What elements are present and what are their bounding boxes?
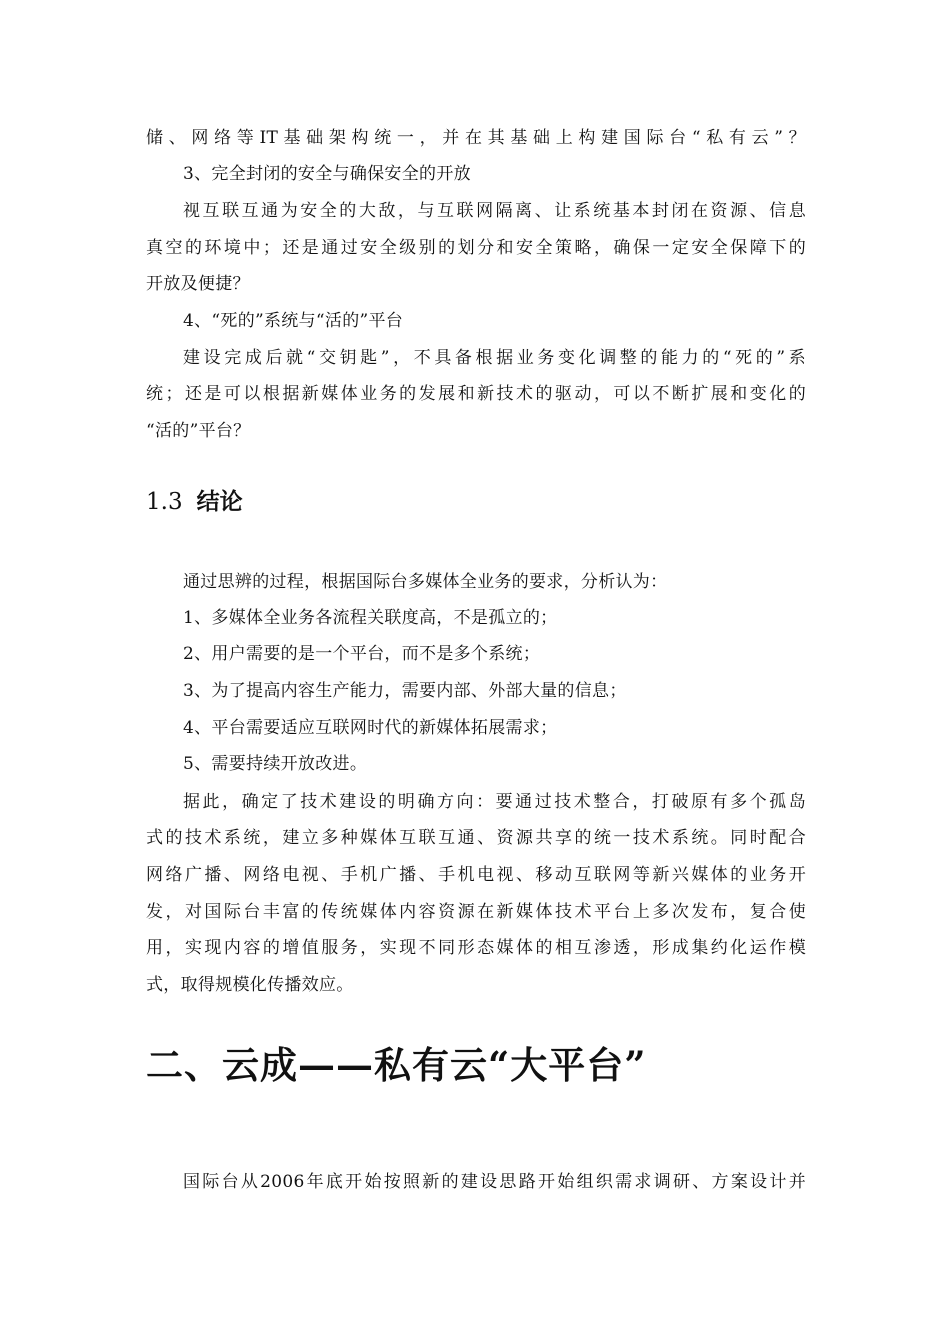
- conclusion-para-line-2: 式的技术系统，建立多种媒体互联互通、资源共享的统一技术系统。同时配合: [146, 828, 806, 848]
- conclusion-para-line-5: 用，实现内容的增值服务，实现不同形态媒体的相互渗透，形成集约化运作模: [146, 938, 806, 958]
- conclusion-item-5: 5、需要持续开放改进。: [183, 754, 368, 774]
- section-title: 结论: [196, 488, 243, 515]
- item-4-title: 4、“死的”系统与“活的”平台: [183, 311, 404, 331]
- conclusion-para-line-6: 式，取得规模化传播效应。: [146, 975, 354, 995]
- conclusion-item-1: 1、多媒体全业务各流程关联度高，不是孤立的；: [183, 608, 558, 628]
- item-3-para-line-1: 视互联互通为安全的大敌，与互联网隔离、让系统基本封闭在资源、信息: [183, 201, 806, 221]
- section-number: 1.3: [146, 489, 183, 515]
- item-4-para-line-3: “活的”平台？: [146, 421, 251, 441]
- chapter-2-first-line: 国际台从2006年底开始按照新的建设思路开始组织需求调研、方案设计并: [183, 1172, 806, 1192]
- conclusion-para-line-4: 发，对国际台丰富的传统媒体内容资源在新媒体技术平台上多次发布，复合使: [146, 902, 806, 922]
- conclusion-para-line-3: 网络广播、网络电视、手机广播、手机电视、移动互联网等新兴媒体的业务开: [146, 865, 806, 885]
- section-heading-1-3: [146, 486, 243, 518]
- chapter-2-heading: 二、云成——私有云“大平台”: [146, 1043, 647, 1087]
- conclusion-item-2: 2、用户需要的是一个平台，而不是多个系统；: [183, 644, 541, 664]
- conclusion-para-line-1: 据此，确定了技术建设的明确方向：要通过技术整合，打破原有多个孤岛: [183, 792, 806, 812]
- conclusion-item-3: 3、为了提高内容生产能力，需要内部、外部大量的信息；: [183, 681, 627, 701]
- item-3-para-line-3: 开放及便捷？: [146, 274, 250, 294]
- item-4-para-line-2: 统；还是可以根据新媒体业务的发展和新技术的驱动，可以不断扩展和变化的: [146, 384, 806, 404]
- conclusion-item-4: 4、平台需要适应互联网时代的新媒体拓展需求；: [183, 718, 558, 738]
- item-3-para-line-2: 真空的环境中；还是通过安全级别的划分和安全策略，确保一定安全保障下的: [146, 238, 806, 258]
- item-3-title: 3、完全封闭的安全与确保安全的开放: [183, 164, 471, 184]
- intro-line: 储、网络等IT基础架构统一，并在其基础上构建国际台“私有云”？: [146, 128, 806, 148]
- item-4-para-line-1: 建设完成后就“交钥匙”，不具备根据业务变化调整的能力的“死的”系: [183, 348, 806, 368]
- conclusion-intro: 通过思辨的过程，根据国际台多媒体全业务的要求，分析认为：: [183, 572, 668, 592]
